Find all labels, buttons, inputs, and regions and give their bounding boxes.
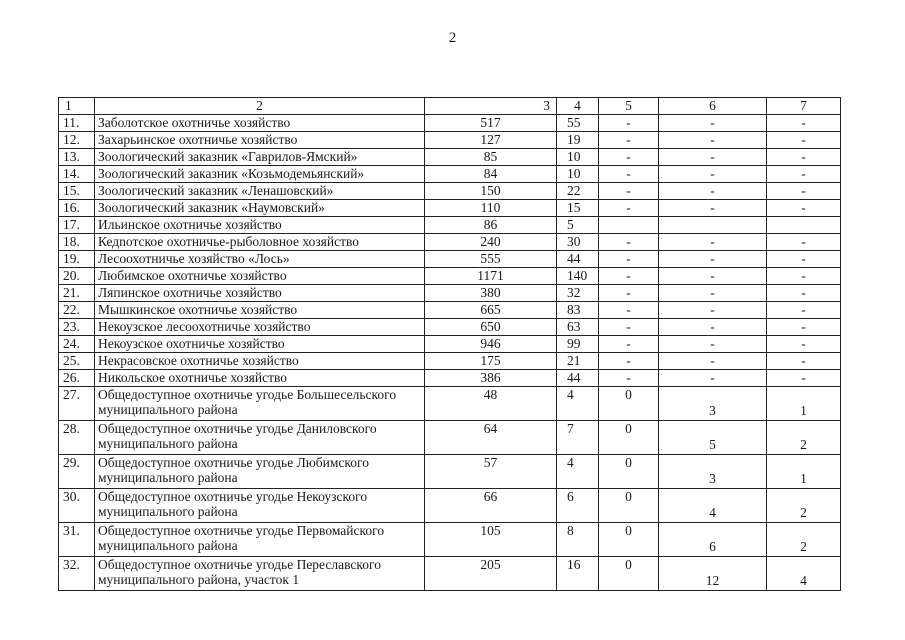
col-6-value: 6 bbox=[659, 523, 767, 557]
header-col-5: 5 bbox=[599, 98, 659, 115]
col-5-value: 0 bbox=[599, 421, 659, 455]
col-6-value: - bbox=[659, 268, 767, 285]
hunting-ground-name: Общедоступное охотничье угодье Даниловского муниципального района bbox=[95, 421, 425, 455]
col-5-value: - bbox=[599, 115, 659, 132]
table-row bbox=[59, 302, 841, 319]
col-7-value: - bbox=[767, 285, 841, 302]
col-6-value: - bbox=[659, 251, 767, 268]
col-7-value: - bbox=[767, 234, 841, 251]
col-3-value: 517 bbox=[425, 115, 557, 132]
col-4-value: 4 bbox=[557, 387, 599, 421]
col-5-value: - bbox=[599, 166, 659, 183]
col-6-value: - bbox=[659, 234, 767, 251]
col-4-value: 99 bbox=[557, 336, 599, 353]
col-4-value: 5 bbox=[557, 217, 599, 234]
row-number: 17. bbox=[59, 217, 95, 234]
table-row bbox=[59, 489, 841, 523]
col-4-value: 10 bbox=[557, 166, 599, 183]
col-4-value: 32 bbox=[557, 285, 599, 302]
col-6-value: 4 bbox=[659, 489, 767, 523]
col-3-value: 48 bbox=[425, 387, 557, 421]
row-number: 25. bbox=[59, 353, 95, 370]
table-row bbox=[59, 387, 841, 421]
row-number: 30. bbox=[59, 489, 95, 523]
col-7-value: - bbox=[767, 115, 841, 132]
col-7-value: 1 bbox=[767, 455, 841, 489]
row-number: 22. bbox=[59, 302, 95, 319]
row-number: 18. bbox=[59, 234, 95, 251]
col-6-value: - bbox=[659, 115, 767, 132]
hunting-ground-name: Общедоступное охотничье угодье Первомайского муниципального района bbox=[95, 523, 425, 557]
col-7-value: - bbox=[767, 353, 841, 370]
hunting-ground-name: Некрасовское охотничье хозяйство bbox=[95, 353, 425, 370]
hunting-ground-name: Захарьинское охотничье хозяйство bbox=[95, 132, 425, 149]
col-7-value: - bbox=[767, 183, 841, 200]
col-3-value: 127 bbox=[425, 132, 557, 149]
hunting-grounds-table bbox=[58, 97, 841, 591]
col-4-value: 21 bbox=[557, 353, 599, 370]
col-6-value: - bbox=[659, 183, 767, 200]
col-7-value: 2 bbox=[767, 523, 841, 557]
row-number: 19. bbox=[59, 251, 95, 268]
row-number: 12. bbox=[59, 132, 95, 149]
table-row bbox=[59, 557, 841, 591]
hunting-ground-name: Некоузское лесоохотничье хозяйство bbox=[95, 319, 425, 336]
table-row bbox=[59, 523, 841, 557]
row-number: 26. bbox=[59, 370, 95, 387]
table-row bbox=[59, 285, 841, 302]
col-7-value: 2 bbox=[767, 421, 841, 455]
table-row bbox=[59, 421, 841, 455]
table-row bbox=[59, 166, 841, 183]
table-row bbox=[59, 149, 841, 166]
col-5-value: 0 bbox=[599, 557, 659, 591]
col-3-value: 240 bbox=[425, 234, 557, 251]
col-6-value: - bbox=[659, 132, 767, 149]
hunting-ground-name: Зоологический заказник «Ленашовский» bbox=[95, 183, 425, 200]
hunting-ground-name: Некоузское охотничье хозяйство bbox=[95, 336, 425, 353]
col-5-value: - bbox=[599, 149, 659, 166]
row-number: 16. bbox=[59, 200, 95, 217]
col-5-value: 0 bbox=[599, 455, 659, 489]
hunting-ground-name: Ляпинское охотничье хозяйство bbox=[95, 285, 425, 302]
col-3-value: 57 bbox=[425, 455, 557, 489]
col-5-value: - bbox=[599, 336, 659, 353]
col-6-value: - bbox=[659, 200, 767, 217]
hunting-ground-name: Кедnотское охотничье-рыболовное хозяйство bbox=[95, 234, 425, 251]
col-3-value: 386 bbox=[425, 370, 557, 387]
table-row bbox=[59, 370, 841, 387]
col-6-value: 3 bbox=[659, 387, 767, 421]
col-3-value: 84 bbox=[425, 166, 557, 183]
col-3-value: 175 bbox=[425, 353, 557, 370]
col-3-value: 380 bbox=[425, 285, 557, 302]
header-col-6: 6 bbox=[659, 98, 767, 115]
col-3-value: 555 bbox=[425, 251, 557, 268]
col-5-value bbox=[599, 217, 659, 234]
table-row bbox=[59, 268, 841, 285]
row-number: 20. bbox=[59, 268, 95, 285]
col-5-value: 0 bbox=[599, 523, 659, 557]
col-7-value: - bbox=[767, 132, 841, 149]
col-7-value: - bbox=[767, 302, 841, 319]
col-6-value: - bbox=[659, 336, 767, 353]
row-number: 32. bbox=[59, 557, 95, 591]
col-6-value bbox=[659, 217, 767, 234]
col-4-value: 8 bbox=[557, 523, 599, 557]
hunting-ground-name: Общедоступное охотничье угодье Некоузского муниципального района bbox=[95, 489, 425, 523]
col-3-value: 946 bbox=[425, 336, 557, 353]
header-col-4: 4 bbox=[557, 98, 599, 115]
hunting-ground-name: Лесоохотничье хозяйство «Лось» bbox=[95, 251, 425, 268]
col-7-value: - bbox=[767, 319, 841, 336]
page-number: 2 bbox=[448, 30, 457, 46]
header-col-7: 7 bbox=[767, 98, 841, 115]
col-4-value: 83 bbox=[557, 302, 599, 319]
col-6-value: - bbox=[659, 370, 767, 387]
col-3-value: 1171 bbox=[425, 268, 557, 285]
col-5-value: 0 bbox=[599, 387, 659, 421]
col-7-value: - bbox=[767, 251, 841, 268]
col-7-value: 1 bbox=[767, 387, 841, 421]
col-5-value: - bbox=[599, 370, 659, 387]
col-7-value: - bbox=[767, 268, 841, 285]
table-row bbox=[59, 251, 841, 268]
col-3-value: 86 bbox=[425, 217, 557, 234]
table-row bbox=[59, 200, 841, 217]
col-5-value: - bbox=[599, 200, 659, 217]
col-4-value: 63 bbox=[557, 319, 599, 336]
col-4-value: 30 bbox=[557, 234, 599, 251]
col-3-value: 64 bbox=[425, 421, 557, 455]
row-number: 27. bbox=[59, 387, 95, 421]
col-4-value: 16 bbox=[557, 557, 599, 591]
col-4-value: 6 bbox=[557, 489, 599, 523]
col-4-value: 55 bbox=[557, 115, 599, 132]
hunting-ground-name: Любимское охотничье хозяйство bbox=[95, 268, 425, 285]
col-6-value: - bbox=[659, 302, 767, 319]
hunting-ground-name: Общедоступное охотничье угодье Любимского муниципального района bbox=[95, 455, 425, 489]
table-header-row bbox=[59, 98, 841, 115]
hunting-ground-name: Мышкинское охотничье хозяйство bbox=[95, 302, 425, 319]
col-5-value: - bbox=[599, 183, 659, 200]
col-3-value: 205 bbox=[425, 557, 557, 591]
col-5-value: - bbox=[599, 319, 659, 336]
row-number: 24. bbox=[59, 336, 95, 353]
col-4-value: 22 bbox=[557, 183, 599, 200]
col-3-value: 650 bbox=[425, 319, 557, 336]
col-6-value: - bbox=[659, 353, 767, 370]
row-number: 15. bbox=[59, 183, 95, 200]
col-4-value: 10 bbox=[557, 149, 599, 166]
header-col-3: 3 bbox=[425, 98, 557, 115]
col-5-value: - bbox=[599, 234, 659, 251]
table-row bbox=[59, 455, 841, 489]
col-4-value: 44 bbox=[557, 370, 599, 387]
col-6-value: 5 bbox=[659, 421, 767, 455]
row-number: 31. bbox=[59, 523, 95, 557]
table-row bbox=[59, 353, 841, 370]
col-4-value: 44 bbox=[557, 251, 599, 268]
row-number: 23. bbox=[59, 319, 95, 336]
col-5-value: - bbox=[599, 285, 659, 302]
col-6-value: 12 bbox=[659, 557, 767, 591]
col-3-value: 85 bbox=[425, 149, 557, 166]
col-5-value: - bbox=[599, 302, 659, 319]
hunting-ground-name: Зоологический заказник «Гаврилов-Ямский» bbox=[95, 149, 425, 166]
col-3-value: 665 bbox=[425, 302, 557, 319]
col-4-value: 19 bbox=[557, 132, 599, 149]
row-number: 28. bbox=[59, 421, 95, 455]
col-4-value: 4 bbox=[557, 455, 599, 489]
col-5-value: - bbox=[599, 132, 659, 149]
header-col-1: 1 bbox=[59, 98, 95, 115]
col-4-value: 140 bbox=[557, 268, 599, 285]
col-6-value: - bbox=[659, 166, 767, 183]
hunting-ground-name: Ильинское охотничье хозяйство bbox=[95, 217, 425, 234]
col-3-value: 110 bbox=[425, 200, 557, 217]
header-col-2: 2 bbox=[95, 98, 425, 115]
table-row bbox=[59, 115, 841, 132]
col-7-value: 2 bbox=[767, 489, 841, 523]
col-7-value: - bbox=[767, 166, 841, 183]
hunting-ground-name: Зоологический заказник «Наумовский» bbox=[95, 200, 425, 217]
row-number: 21. bbox=[59, 285, 95, 302]
table-row bbox=[59, 183, 841, 200]
col-7-value: 4 bbox=[767, 557, 841, 591]
table-row bbox=[59, 217, 841, 234]
col-7-value: - bbox=[767, 149, 841, 166]
table-row bbox=[59, 319, 841, 336]
row-number: 14. bbox=[59, 166, 95, 183]
col-3-value: 150 bbox=[425, 183, 557, 200]
table-row bbox=[59, 234, 841, 251]
col-7-value bbox=[767, 217, 841, 234]
hunting-ground-name: Никольское охотничье хозяйство bbox=[95, 370, 425, 387]
col-5-value: 0 bbox=[599, 489, 659, 523]
col-5-value: - bbox=[599, 353, 659, 370]
row-number: 29. bbox=[59, 455, 95, 489]
col-4-value: 15 bbox=[557, 200, 599, 217]
row-number: 11. bbox=[59, 115, 95, 132]
hunting-ground-name: Зоологический заказник «Козьмодемьянский» bbox=[95, 166, 425, 183]
col-3-value: 105 bbox=[425, 523, 557, 557]
col-6-value: - bbox=[659, 285, 767, 302]
row-number: 13. bbox=[59, 149, 95, 166]
hunting-ground-name: Заболотское охотничье хозяйство bbox=[95, 115, 425, 132]
col-5-value: - bbox=[599, 251, 659, 268]
col-4-value: 7 bbox=[557, 421, 599, 455]
col-3-value: 66 bbox=[425, 489, 557, 523]
col-6-value: - bbox=[659, 149, 767, 166]
col-7-value: - bbox=[767, 370, 841, 387]
col-6-value: 3 bbox=[659, 455, 767, 489]
col-6-value: - bbox=[659, 319, 767, 336]
table-row bbox=[59, 336, 841, 353]
col-7-value: - bbox=[767, 336, 841, 353]
col-7-value: - bbox=[767, 200, 841, 217]
hunting-ground-name: Общедоступное охотничье угодье Переславского муниципального района, участок 1 bbox=[95, 557, 425, 591]
table-row bbox=[59, 132, 841, 149]
col-5-value: - bbox=[599, 268, 659, 285]
hunting-ground-name: Общедоступное охотничье угодье Большесельского муниципального района bbox=[95, 387, 425, 421]
